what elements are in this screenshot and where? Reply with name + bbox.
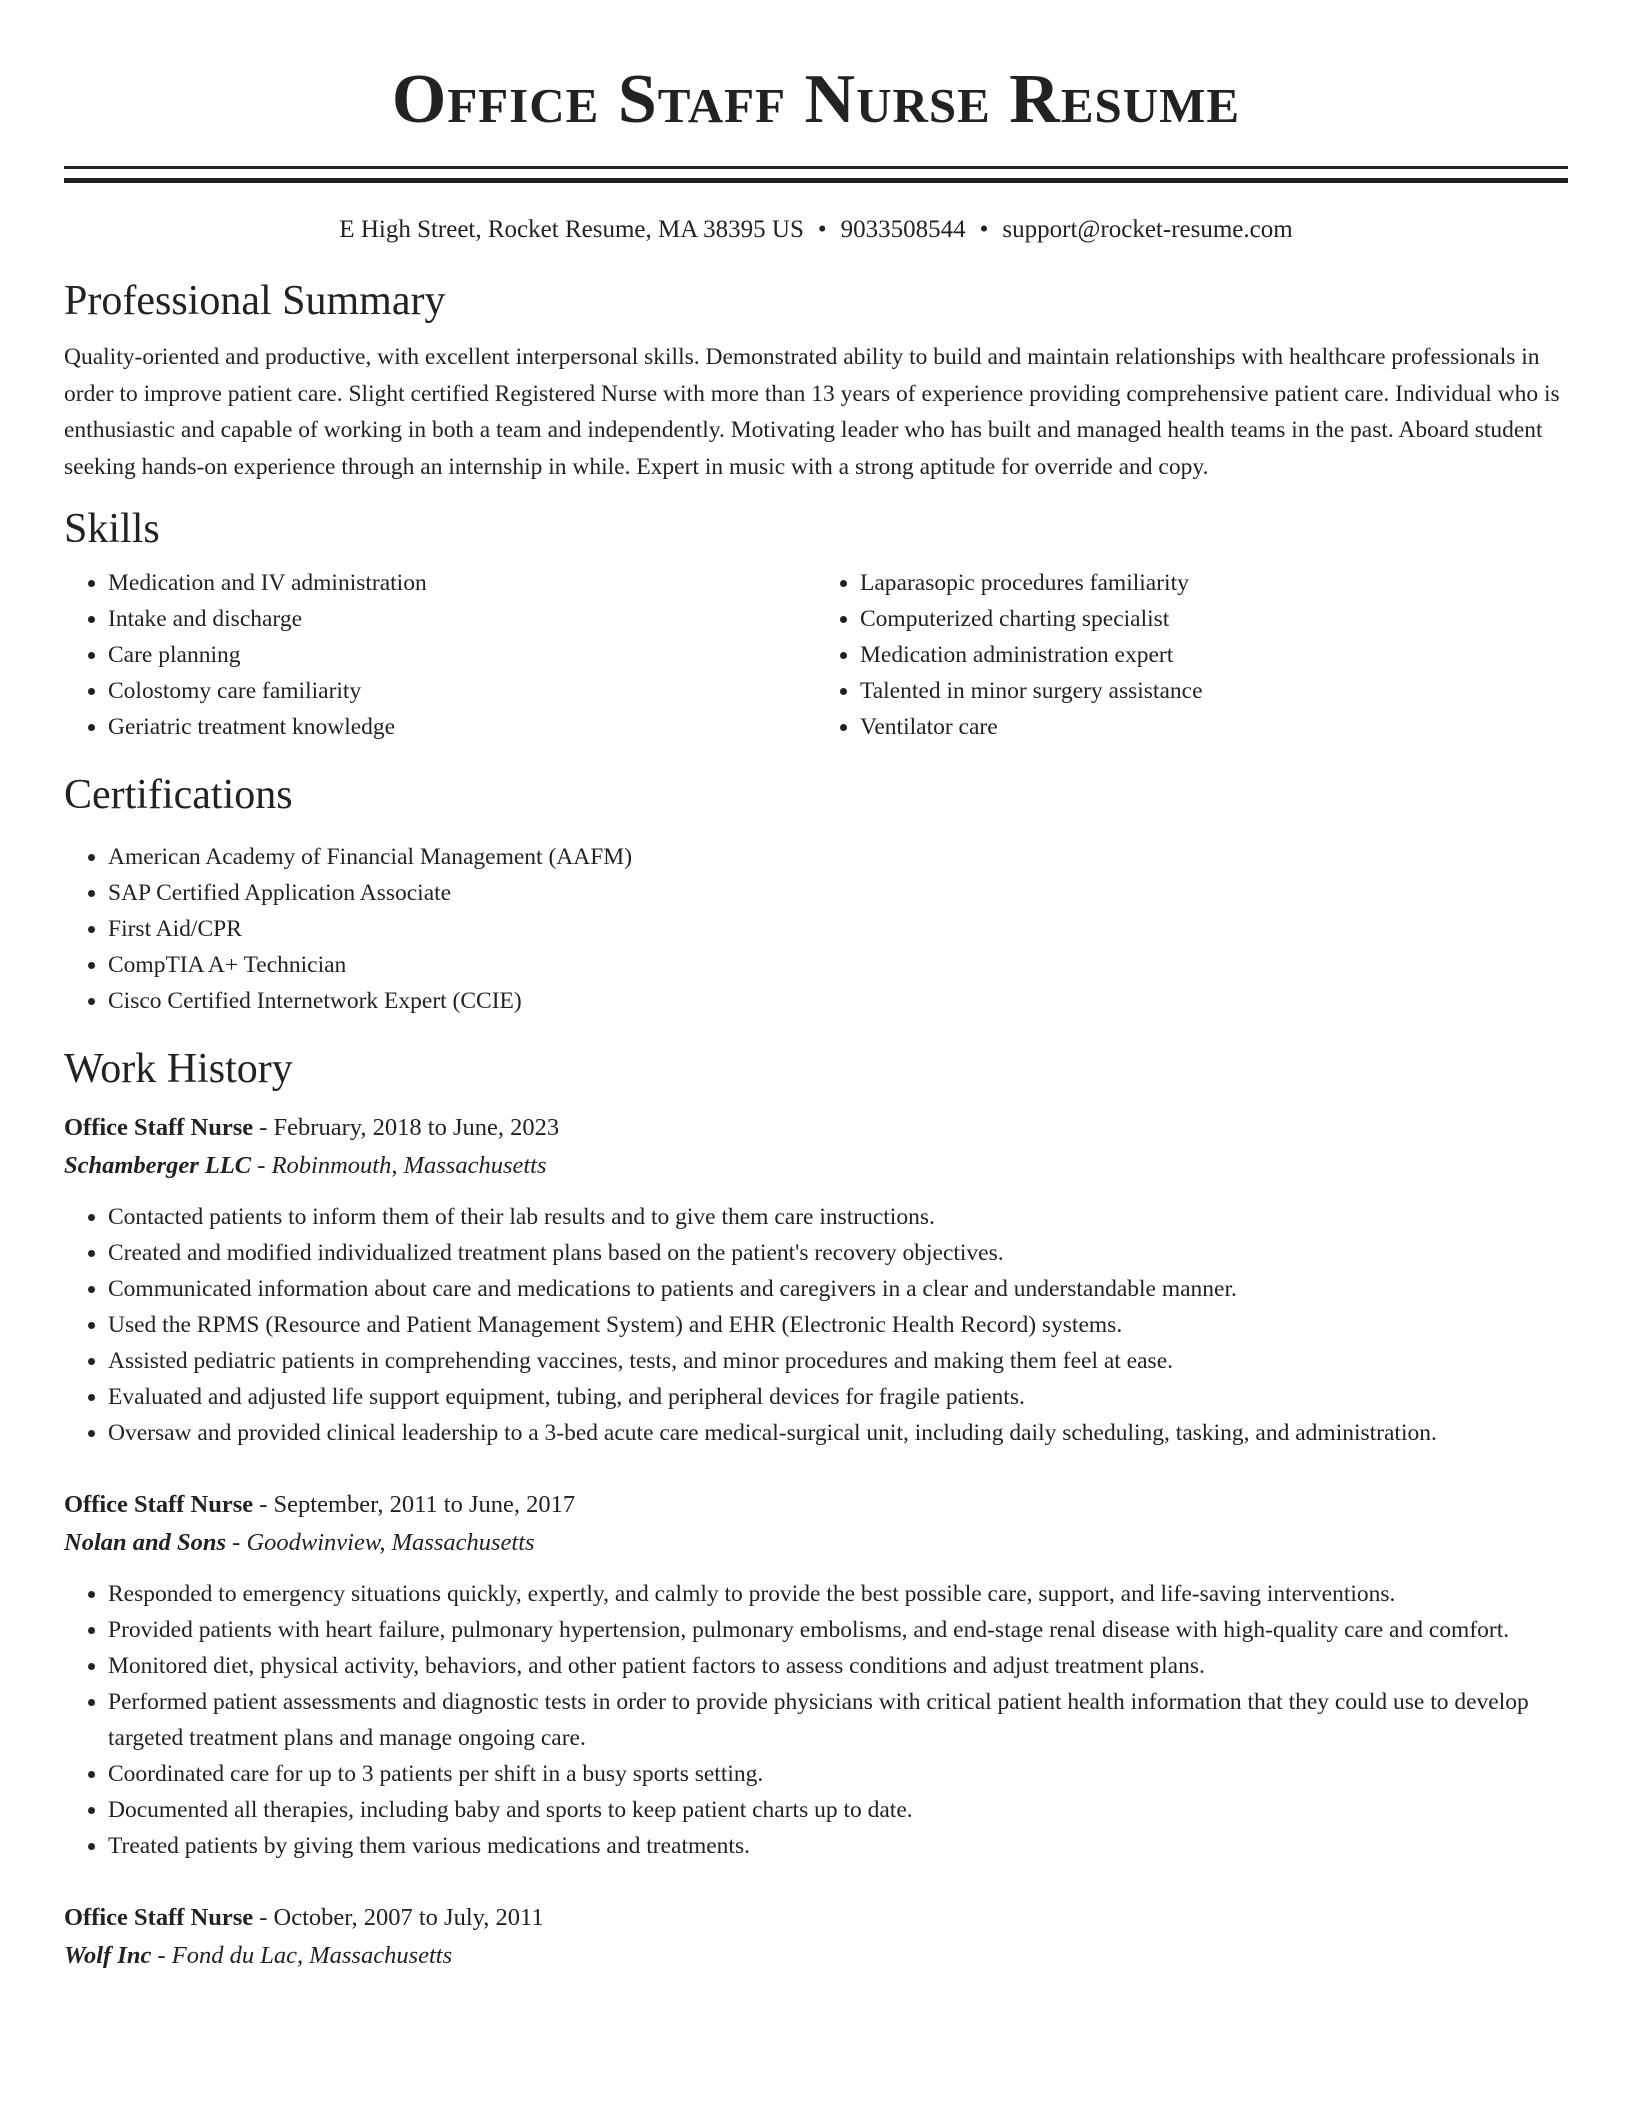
certifications-heading: Certifications — [64, 772, 293, 818]
skill-item: • Colostomy care familiarity — [108, 673, 816, 709]
job-bullet: • Monitored diet, physical activity, behaviors, and other patient factors to assess conditions and adjust treatment plans. — [108, 1648, 1568, 1684]
job-location: - Robinmouth, Massachusetts — [251, 1152, 547, 1179]
job-bullet: • Provided patients with heart failure, pulmonary hypertension, pulmonary embolisms, and end-stage renal disease with high-quality care and comfort. — [108, 1612, 1568, 1648]
job-bullets — [64, 1199, 1568, 1451]
skill-item: • Talented in minor surgery assistance — [860, 673, 1568, 709]
contact-address: E High Street, Rocket Resume, MA 38395 US — [339, 216, 804, 243]
job-company-line — [64, 1147, 1568, 1185]
skills-list-right — [816, 565, 1568, 745]
certification-item: • SAP Certified Application Associate — [108, 875, 1568, 911]
contact-separator: • — [817, 216, 827, 243]
job-location: - Fond du Lac, Massachusetts — [151, 1942, 453, 1969]
job-bullet: • Contacted patients to inform them of their lab results and to give them care instructions. — [108, 1199, 1568, 1235]
job-bullet: • Created and modified individualized treatment plans based on the patient's recovery objectives. — [108, 1235, 1568, 1271]
job-bullet: • Performed patient assessments and diagnostic tests in order to provide physicians with critical patient health information that they could use to develop targeted treatment plans and manage ongoing care. — [108, 1684, 1568, 1756]
job-entry — [64, 1486, 1568, 1864]
certification-item: • First Aid/CPR — [108, 911, 1568, 947]
job-company-line — [64, 1524, 1568, 1562]
job-title-line — [64, 1899, 1568, 1937]
job-dates: - February, 2018 to June, 2023 — [253, 1114, 560, 1141]
job-title-line — [64, 1486, 1568, 1524]
job-bullet: • Communicated information about care and medications to patients and caregivers in a clear and understandable manner. — [108, 1271, 1568, 1307]
certification-item: • American Academy of Financial Management (AAFM) — [108, 839, 1568, 875]
skills-columns — [64, 565, 1568, 745]
job-bullet: • Used the RPMS (Resource and Patient Management System) and EHR (Electronic Health Record) systems. — [108, 1307, 1568, 1343]
skills-heading: Skills — [64, 506, 160, 552]
job-company: Nolan and Sons — [64, 1529, 227, 1556]
job-bullet: • Coordinated care for up to 3 patients per shift in a busy sports setting. — [108, 1756, 1568, 1792]
work-history-heading: Work History — [64, 1046, 293, 1092]
job-entry — [64, 1899, 1568, 1975]
job-location: - Goodwinview, Massachusetts — [226, 1529, 535, 1556]
skill-item: • Medication administration expert — [860, 637, 1568, 673]
title-divider — [64, 166, 1568, 183]
job-bullet: • Assisted pediatric patients in comprehending vaccines, tests, and minor procedures and making them feel at ease. — [108, 1343, 1568, 1379]
certification-item: • CompTIA A+ Technician — [108, 947, 1568, 983]
skill-item: • Geriatric treatment knowledge — [108, 709, 816, 745]
job-bullet: • Documented all therapies, including baby and sports to keep patient charts up to date. — [108, 1792, 1568, 1828]
job-bullet: • Responded to emergency situations quickly, expertly, and calmly to provide the best possible care, support, and life-saving interventions. — [108, 1576, 1568, 1612]
skill-item: • Medication and IV administration — [108, 565, 816, 601]
job-bullet: • Treated patients by giving them various medications and treatments. — [108, 1828, 1568, 1864]
job-bullets — [64, 1576, 1568, 1864]
job-company: Schamberger LLC — [64, 1152, 252, 1179]
job-bullet: • Evaluated and adjusted life support equipment, tubing, and peripheral devices for fragile patients. — [108, 1379, 1568, 1415]
job-title-line — [64, 1109, 1568, 1147]
job-role: Office Staff Nurse — [64, 1491, 254, 1518]
contact-email: support@rocket-resume.com — [1002, 216, 1293, 243]
contact-separator: • — [979, 216, 989, 243]
job-role: Office Staff Nurse — [64, 1114, 254, 1141]
skill-item: • Laparasopic procedures familiarity — [860, 565, 1568, 601]
certification-item: • Cisco Certified Internetwork Expert (CCIE) — [108, 983, 1568, 1019]
job-entry — [64, 1109, 1568, 1451]
resume-page — [64, 0, 1568, 1975]
job-bullet: • Oversaw and provided clinical leadership to a 3-bed acute care medical-surgical unit, including daily scheduling, tasking, and administration. — [108, 1415, 1568, 1451]
skill-item: • Care planning — [108, 637, 816, 673]
job-company: Wolf Inc — [64, 1942, 152, 1969]
skills-list-left — [64, 565, 816, 745]
certifications-list — [64, 839, 1568, 1019]
job-dates: - October, 2007 to July, 2011 — [253, 1904, 544, 1931]
resume-title: Office Staff Nurse Resume — [391, 61, 1241, 138]
job-company-line — [64, 1937, 1568, 1975]
summary-text: Quality-oriented and productive, with excellent interpersonal skills. Demonstrated ability to build and maintain relationships with healthcare professionals in order to improve patient care. Slight certified Registered Nurse with more than 13 years of experience providing comprehensive patient care. Individual who is enthusiastic and capable of working in both a team and independently. Motivating leader who has built and managed health teams in the past. Aboard student seeking hands-on experience through an internship in while. Expert in music with a strong aptitude for override and copy. — [64, 344, 1560, 480]
contact-line — [64, 213, 1568, 247]
contact-phone: 9033508544 — [840, 216, 966, 243]
summary-heading: Professional Summary — [64, 278, 446, 324]
skill-item: • Intake and discharge — [108, 601, 816, 637]
job-dates: - September, 2011 to June, 2017 — [253, 1491, 576, 1518]
job-role: Office Staff Nurse — [64, 1904, 254, 1931]
skill-item: • Computerized charting specialist — [860, 601, 1568, 637]
skill-item: • Ventilator care — [860, 709, 1568, 745]
